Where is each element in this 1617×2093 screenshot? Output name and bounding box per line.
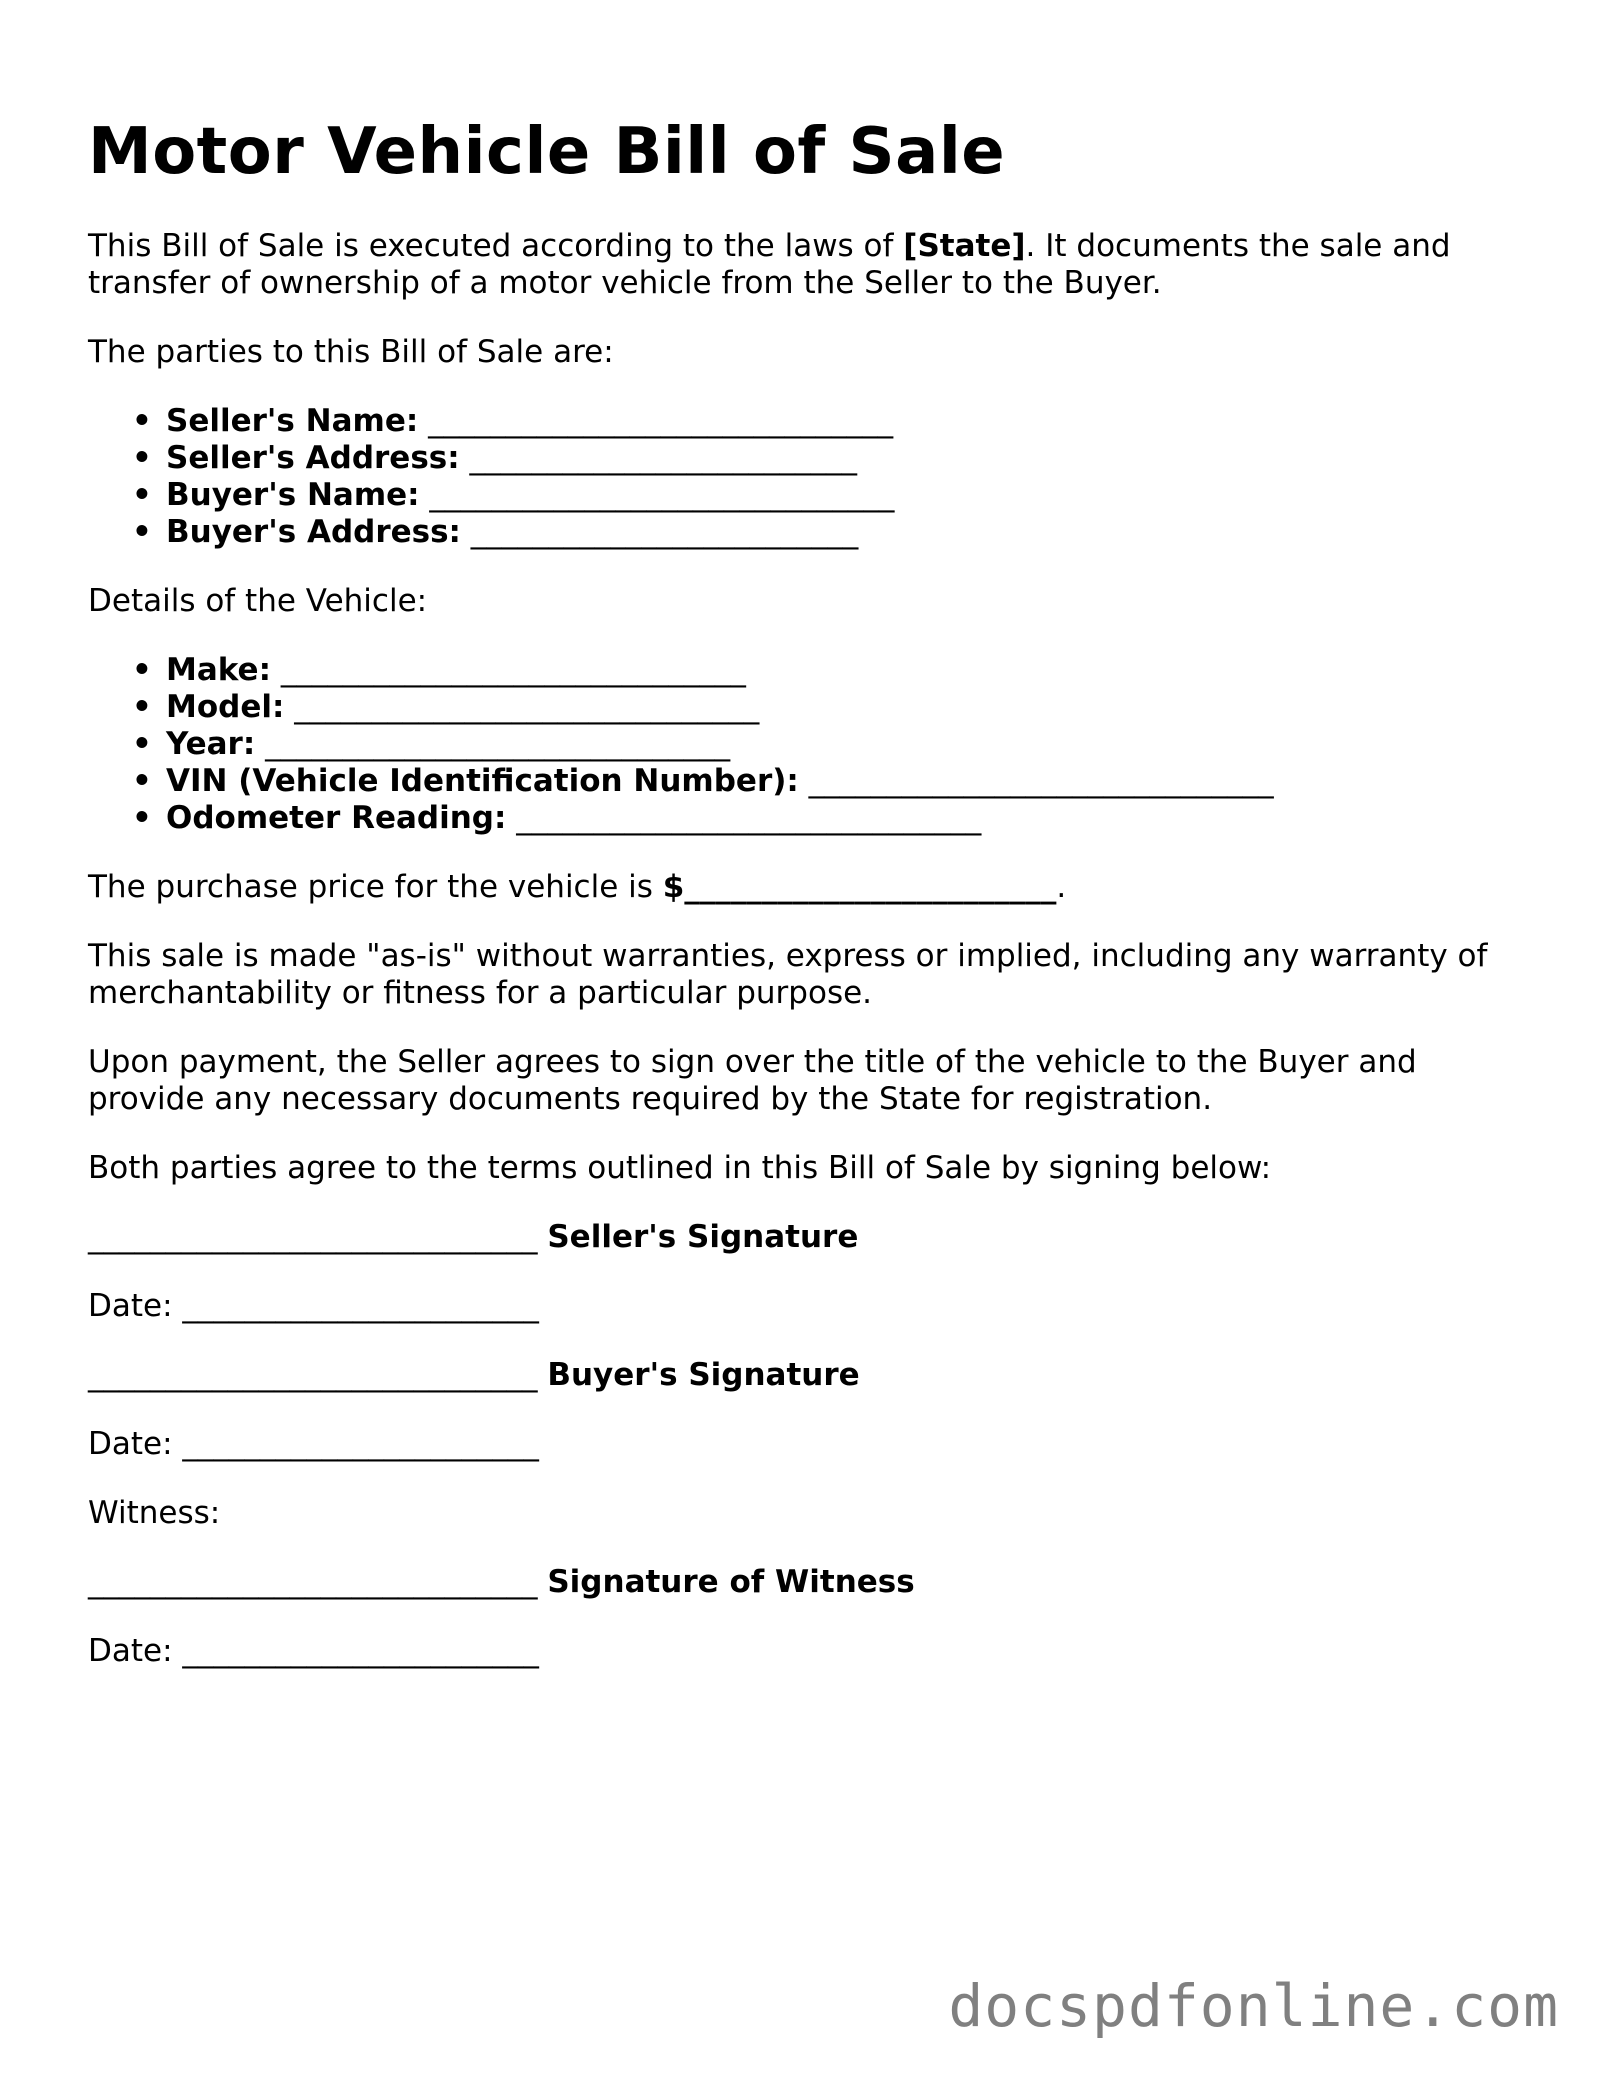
model-field[interactable]: ______________________________ — [284, 689, 760, 725]
make-field[interactable]: ______________________________ — [270, 652, 746, 688]
price-field[interactable]: $________________________ — [662, 869, 1057, 905]
buyer-date-field[interactable]: _______________________ — [172, 1426, 539, 1462]
vehicle-list — [88, 652, 1528, 837]
intro-text-2: . It documents the sale and transfer of ownership of a motor vehicle from the Seller to the Buyer. — [88, 228, 1451, 301]
buyer-name-field[interactable]: ______________________________ — [419, 477, 895, 513]
document-page — [88, 110, 1528, 1702]
price-suffix: . — [1056, 869, 1067, 905]
seller-signature-label: Seller's Signature — [547, 1219, 859, 1255]
buyer-address-item — [166, 514, 1528, 551]
buyer-signature-line[interactable]: _____________________________ — [88, 1357, 538, 1393]
field-label: Odometer Reading: — [166, 800, 507, 836]
model-item — [166, 689, 1528, 726]
field-label: Seller's Address: — [166, 440, 460, 476]
date-label: Date: — [88, 1633, 173, 1669]
field-label: Make: — [166, 652, 271, 688]
agreement-paragraph: Both parties agree to the terms outlined in this Bill of Sale by signing below: — [88, 1150, 1272, 1186]
intro-text-1: This Bill of Sale is executed according to the laws of — [88, 228, 904, 264]
seller-address-item — [166, 440, 1528, 477]
field-label: Seller's Name: — [166, 403, 419, 439]
seller-signature-row — [88, 1219, 1528, 1256]
vin-field[interactable]: ______________________________ — [798, 763, 1274, 799]
field-label: Model: — [166, 689, 285, 725]
state-placeholder: [State] — [903, 228, 1026, 264]
parties-heading: The parties to this Bill of Sale are: — [88, 334, 614, 370]
witness-date-field[interactable]: _______________________ — [172, 1633, 539, 1669]
witness-signature-label: Signature of Witness — [547, 1564, 915, 1600]
payment-paragraph: Upon payment, the Seller agrees to sign over the title of the vehicle to the Buyer and provide any necessary documents required by the State for registration. — [88, 1044, 1417, 1117]
vehicle-heading: Details of the Vehicle: — [88, 583, 428, 619]
buyer-name-item — [166, 477, 1528, 514]
witness-label: Witness: — [88, 1495, 221, 1531]
seller-date-field[interactable]: _______________________ — [172, 1288, 539, 1324]
watermark: docspdfonline.com — [948, 1972, 1559, 2040]
field-label: Year: — [166, 726, 256, 762]
seller-name-item — [166, 403, 1528, 440]
buyer-address-field[interactable]: _________________________ — [460, 514, 859, 550]
date-label: Date: — [88, 1288, 173, 1324]
witness-date-row — [88, 1633, 1528, 1670]
document-title: Motor Vehicle Bill of Sale — [88, 115, 1006, 189]
parties-list — [88, 403, 1528, 551]
date-label: Date: — [88, 1426, 173, 1462]
odometer-field[interactable]: ______________________________ — [506, 800, 982, 836]
intro-paragraph — [88, 228, 1528, 302]
witness-signature-row — [88, 1564, 1528, 1601]
price-paragraph — [88, 869, 1528, 906]
buyer-date-row — [88, 1426, 1528, 1463]
seller-name-field[interactable]: ______________________________ — [418, 403, 894, 439]
odometer-item — [166, 800, 1528, 837]
vin-item — [166, 763, 1528, 800]
buyer-signature-label: Buyer's Signature — [547, 1357, 860, 1393]
year-item — [166, 726, 1528, 763]
year-field[interactable]: ______________________________ — [255, 726, 731, 762]
seller-date-row — [88, 1288, 1528, 1325]
seller-signature-line[interactable]: _____________________________ — [88, 1219, 538, 1255]
as-is-paragraph: This sale is made "as-is" without warranties, express or implied, including any warranty of merchantability or fitness for a particular purpose. — [88, 938, 1488, 1011]
buyer-signature-row — [88, 1357, 1528, 1394]
make-item — [166, 652, 1528, 689]
field-label: VIN (Vehicle Identification Number): — [166, 763, 799, 799]
field-label: Buyer's Name: — [166, 477, 420, 513]
witness-signature-line[interactable]: _____________________________ — [88, 1564, 538, 1600]
field-label: Buyer's Address: — [166, 514, 461, 550]
seller-address-field[interactable]: _________________________ — [459, 440, 857, 476]
price-prefix: The purchase price for the vehicle is — [88, 869, 663, 905]
